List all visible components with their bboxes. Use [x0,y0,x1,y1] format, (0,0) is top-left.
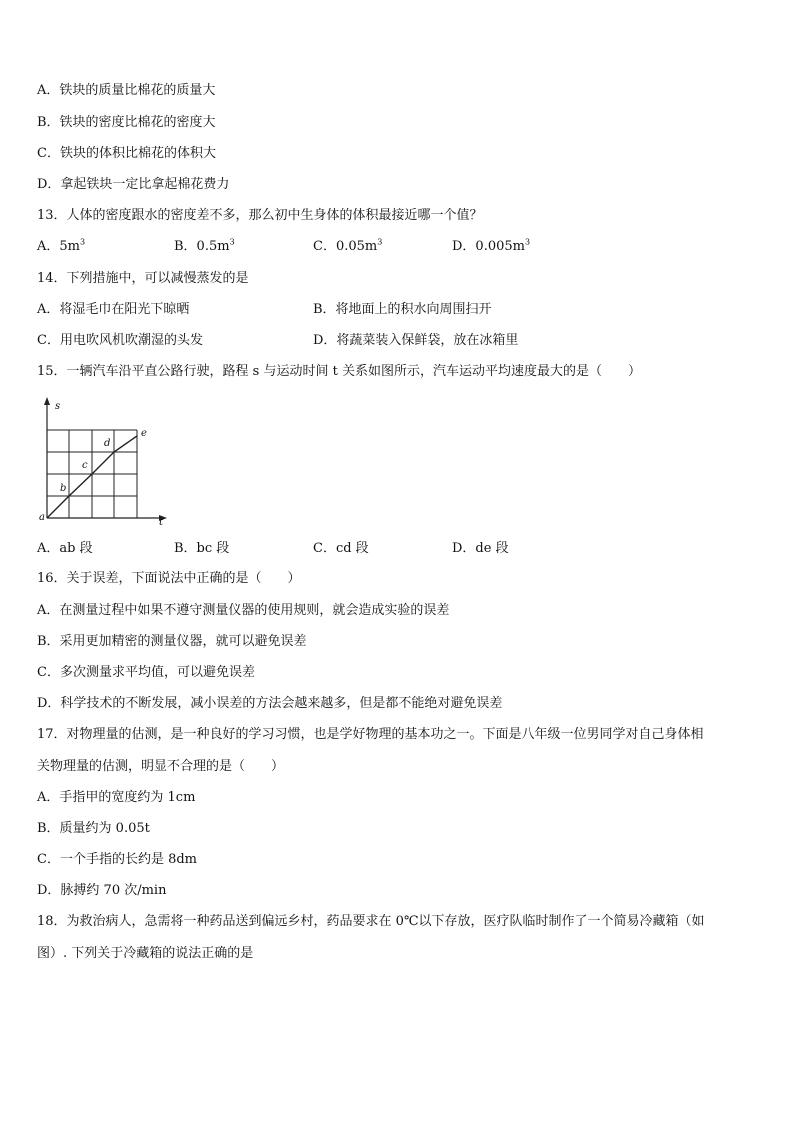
q15-option-a: A．ab 段 [37,541,93,556]
q17-stem-line1: 17．对物理量的估测，是一种良好的学习习惯，也是学好物理的基本功之一。下面是八年级一位男同学对自己身体相 [37,727,704,742]
point-label-d: d [104,438,111,449]
s-t-graph [36,396,176,528]
q17-option-b: B．质量约为 0.05t [37,821,150,836]
q14-option-a: A．将湿毛巾在阳光下晾晒 [37,302,190,317]
q15-option-c: C．cd 段 [313,541,369,556]
point-label-c: c [82,460,88,471]
q15-option-b: B．bc 段 [174,541,230,556]
q17-option-a: A．手指甲的宽度约为 1cm [37,790,196,805]
q12-option-b: B．铁块的密度比棉花的密度大 [37,115,216,130]
point-label-a: a [39,512,45,523]
q17-option-c: C．一个手指的长约是 8dm [37,852,197,867]
q17-option-d: D．脉搏约 70 次/min [37,883,167,898]
point-label-b: b [60,483,67,494]
q12-option-c: C．铁块的体积比棉花的体积大 [37,146,216,161]
y-axis-label: s [55,401,61,412]
q12-option-d: D．拿起铁块一定比拿起棉花费力 [37,177,230,192]
q13-stem: 13．人体的密度跟水的密度差不多，那么初中生身体的体积最接近哪一个值？ [37,208,483,223]
q15-stem: 15．一辆汽车沿平直公路行驶，路程 s 与运动时间 t 关系如图所示，汽车运动平均速度最大的是（ ） [37,364,641,379]
q14-stem: 14．下列措施中，可以减慢蒸发的是 [37,271,249,286]
q16-option-a: A．在测量过程中如果不遵守测量仪器的使用规则，就会造成实验的误差 [37,603,450,618]
q18-stem-line1: 18．为救治病人，急需将一种药品送到偏远乡村，药品要求在 0℃以下存放，医疗队临时制作了一个简易冷藏箱（如 [37,914,705,929]
q14-option-c: C．用电吹风机吹潮湿的头发 [37,333,203,348]
q13-option-a: A．$5m^3$ [37,237,86,254]
q14-option-b: B．将地面上的积水向周围扫开 [313,302,492,317]
point-label-e: e [141,428,147,439]
q12-option-a: A．铁块的质量比棉花的质量大 [37,83,216,98]
q16-option-d: D．科学技术的不断发展，减小误差的方法会越来越多，但是都不能绝对避免误差 [37,696,503,711]
q16-option-b: B．采用更加精密的测量仪器，就可以避免误差 [37,634,307,649]
x-axis-label: t [159,517,164,528]
q13-option-b: B．$0.5m^3$ [174,237,235,254]
q16-option-c: C．多次测量求平均值，可以避免误差 [37,665,255,680]
q15-option-d: D．de 段 [452,541,509,556]
q16-stem: 16．关于误差，下面说法中正确的是（ ） [37,571,301,586]
q13-option-c: C．$0.05m^3$ [313,237,383,254]
q13-option-d: D．$0.005m^3$ [452,237,531,254]
q14-option-d: D．将蔬菜装入保鲜袋，放在冰箱里 [313,333,519,348]
q17-stem-line2: 关物理量的估测，明显不合理的是（ ） [37,759,285,774]
s-axis-arrow [44,397,50,405]
q18-stem-line2: 图）. 下列关于冷藏箱的说法正确的是 [37,946,254,961]
